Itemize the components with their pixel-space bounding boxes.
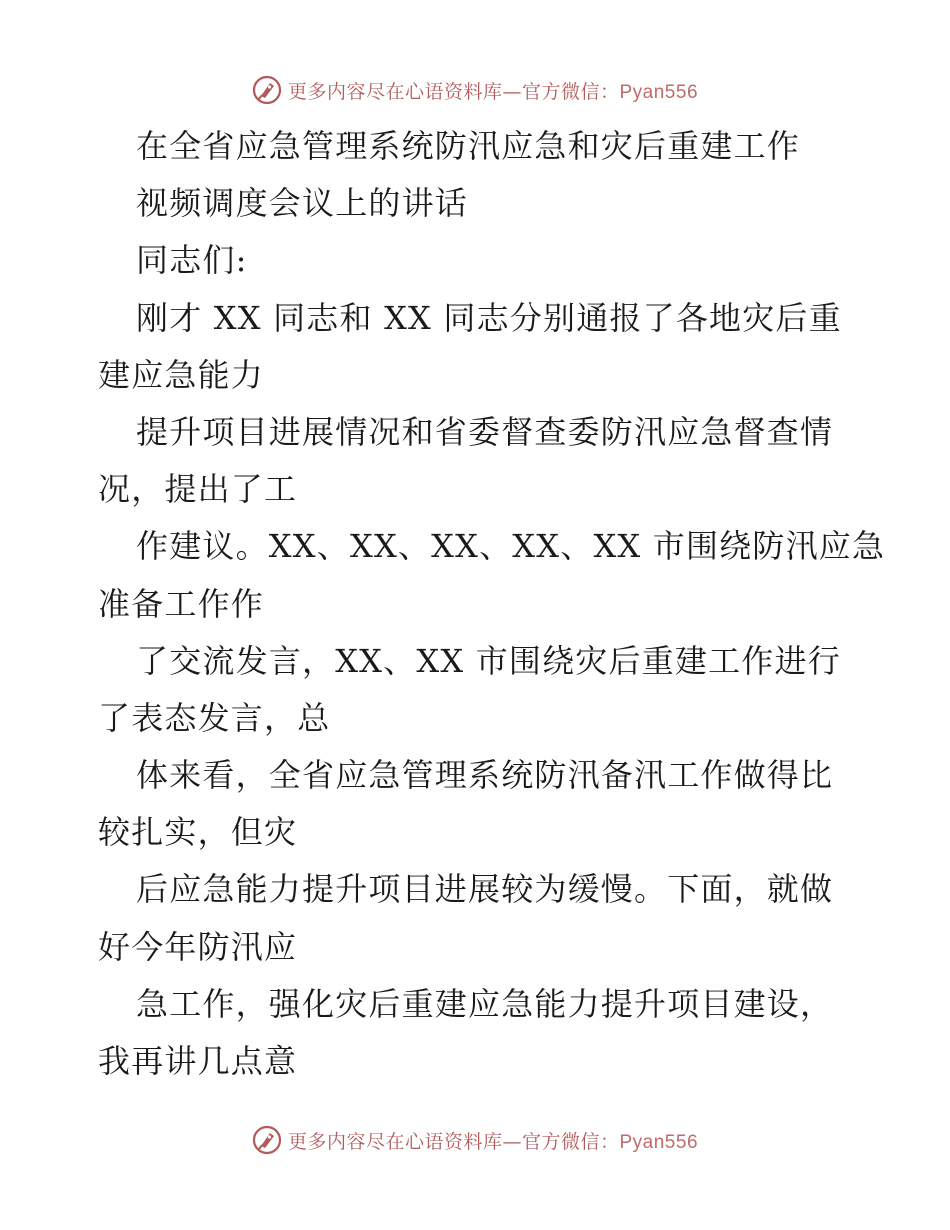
doc-line: 急工作，强化灾后重建应急能力提升项目建设， (136, 984, 834, 1023)
doc-line: 作建议。XX、XX、XX、XX、XX 市围绕防汛应急 (136, 527, 886, 566)
header-watermark (0, 72, 950, 108)
doc-line: 较扎实，但灾 (98, 813, 298, 852)
doc-line: 建应急能力 (98, 355, 265, 394)
document-body (98, 118, 886, 1090)
doc-line: 提升项目进展情况和省委督查委防汛应急督查情 (136, 412, 834, 451)
pen-nib-logo-icon (252, 1125, 282, 1155)
doc-line: 了交流发言，XX、XX 市围绕灾后重建工作进行 (136, 641, 841, 680)
doc-line: 况，提出了工 (98, 470, 298, 509)
watermark-wechat-id: Pyan556 (619, 1131, 699, 1153)
doc-line: 刚才 XX 同志和 XX 同志分别通报了各地灾后重 (136, 298, 842, 337)
doc-line: 了表态发言，总 (98, 698, 331, 737)
doc-line: 同志们: (136, 241, 248, 280)
doc-line: 后应急能力提升项目进展较为缓慢。下面，就做 (136, 870, 834, 909)
watermark-text: 更多内容尽在心语资料库—官方微信：Pyan556 (287, 1130, 699, 1153)
doc-line: 视频调度会议上的讲话 (136, 184, 469, 223)
watermark-text: 更多内容尽在心语资料库—官方微信：Pyan556 (287, 80, 699, 103)
doc-line: 好今年防汛应 (98, 927, 298, 966)
watermark-wechat-id: Pyan556 (619, 81, 699, 103)
doc-line: 在全省应急管理系统防汛应急和灾后重建工作 (136, 127, 801, 165)
doc-line: 体来看，全省应急管理系统防汛备汛工作做得比 (136, 756, 834, 795)
pen-nib-logo-icon (252, 75, 282, 105)
footer-watermark (0, 1122, 950, 1158)
doc-line: 准备工作作 (98, 584, 265, 623)
doc-line: 我再讲几点意 (98, 1042, 298, 1080)
